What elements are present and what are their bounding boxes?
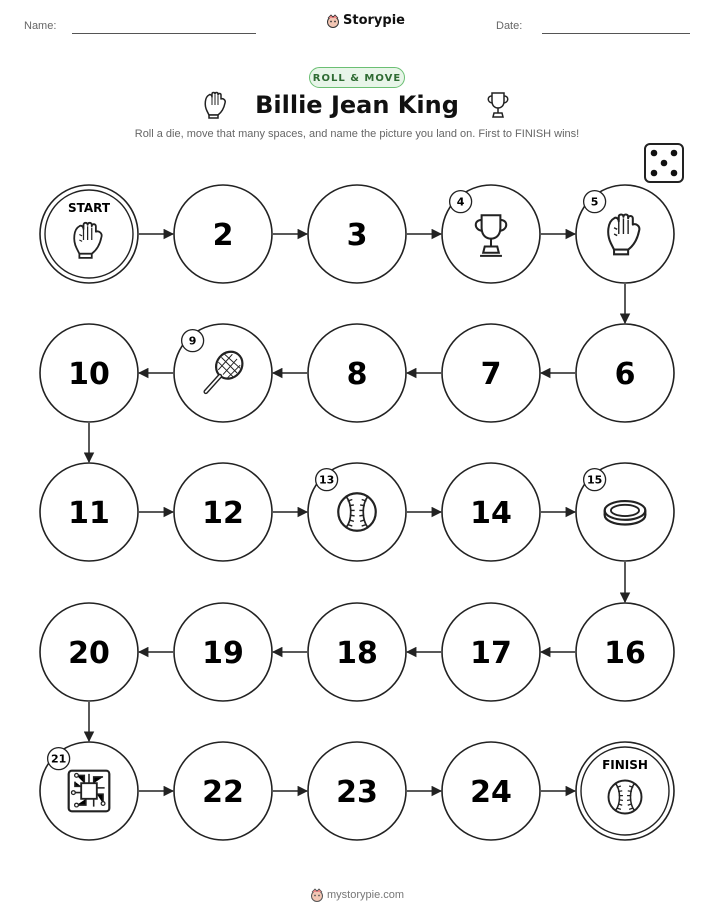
board-space-9[interactable] <box>174 324 272 422</box>
board-space-16[interactable] <box>576 603 674 701</box>
page-title: Billie Jean King <box>255 91 459 119</box>
board-space-4[interactable] <box>442 185 540 283</box>
board-space-2[interactable] <box>174 185 272 283</box>
space-number: 6 <box>614 357 636 392</box>
board-space-14[interactable] <box>442 463 540 561</box>
baseball-icon <box>609 781 642 814</box>
space-number: 8 <box>346 357 368 392</box>
board-space-7[interactable] <box>442 324 540 422</box>
start-label: START <box>67 201 111 215</box>
board-space-20[interactable] <box>40 603 138 701</box>
board-space-15[interactable] <box>576 463 674 561</box>
space-number: 13 <box>318 473 335 487</box>
board-space-8[interactable] <box>308 324 406 422</box>
space-number: 5 <box>590 195 599 209</box>
brand-name: Storypie <box>343 13 405 28</box>
space-number: 2 <box>212 218 234 253</box>
board-space-10[interactable] <box>40 324 138 422</box>
activity-tag: ROLL & MOVE <box>309 67 405 88</box>
space-number: 12 <box>202 496 244 531</box>
board-space-6[interactable] <box>576 324 674 422</box>
board-space-17[interactable] <box>442 603 540 701</box>
space-number: 4 <box>456 195 465 209</box>
space-number: 23 <box>336 775 378 810</box>
board-space-19[interactable] <box>174 603 272 701</box>
board-space-5[interactable] <box>576 185 674 283</box>
space-number: 7 <box>480 357 502 392</box>
space-number: 18 <box>336 636 378 671</box>
space-number: 21 <box>50 752 67 766</box>
space-number: 11 <box>68 496 110 531</box>
board-space-12[interactable] <box>174 463 272 561</box>
space-number: 17 <box>470 636 512 671</box>
space-number: 22 <box>202 775 244 810</box>
board-space-3[interactable] <box>308 185 406 283</box>
date-label: Date: <box>496 20 523 32</box>
board-space-18[interactable] <box>308 603 406 701</box>
board-space-11[interactable] <box>40 463 138 561</box>
space-number: 10 <box>68 357 110 392</box>
space-number: 14 <box>470 496 512 531</box>
space-number: 15 <box>586 473 603 487</box>
finish-label: FINISH <box>602 758 648 772</box>
baseball-icon <box>338 493 376 531</box>
footer <box>0 888 714 902</box>
instructions: Roll a die, move that many spaces, and name the picture you land on. First to FINISH wins! <box>134 128 580 140</box>
circuit-board-icon <box>69 771 110 812</box>
board-space-25[interactable] <box>576 742 674 840</box>
space-number: 20 <box>68 636 110 671</box>
board-space-22[interactable] <box>174 742 272 840</box>
space-number: 16 <box>604 636 646 671</box>
board-space-13[interactable] <box>308 463 406 561</box>
storypie-mascot-icon <box>310 888 324 902</box>
board-space-1[interactable] <box>40 185 138 283</box>
board-space-23[interactable] <box>308 742 406 840</box>
name-label: Name: <box>24 20 57 32</box>
footer-site: mystorypie.com <box>327 889 405 901</box>
space-number: 3 <box>346 218 368 253</box>
ring-icon <box>605 501 646 524</box>
space-number: 9 <box>188 334 197 348</box>
space-number: 24 <box>470 775 512 810</box>
board-space-21[interactable] <box>40 742 138 840</box>
board-space-24[interactable] <box>442 742 540 840</box>
space-number: 19 <box>202 636 244 671</box>
